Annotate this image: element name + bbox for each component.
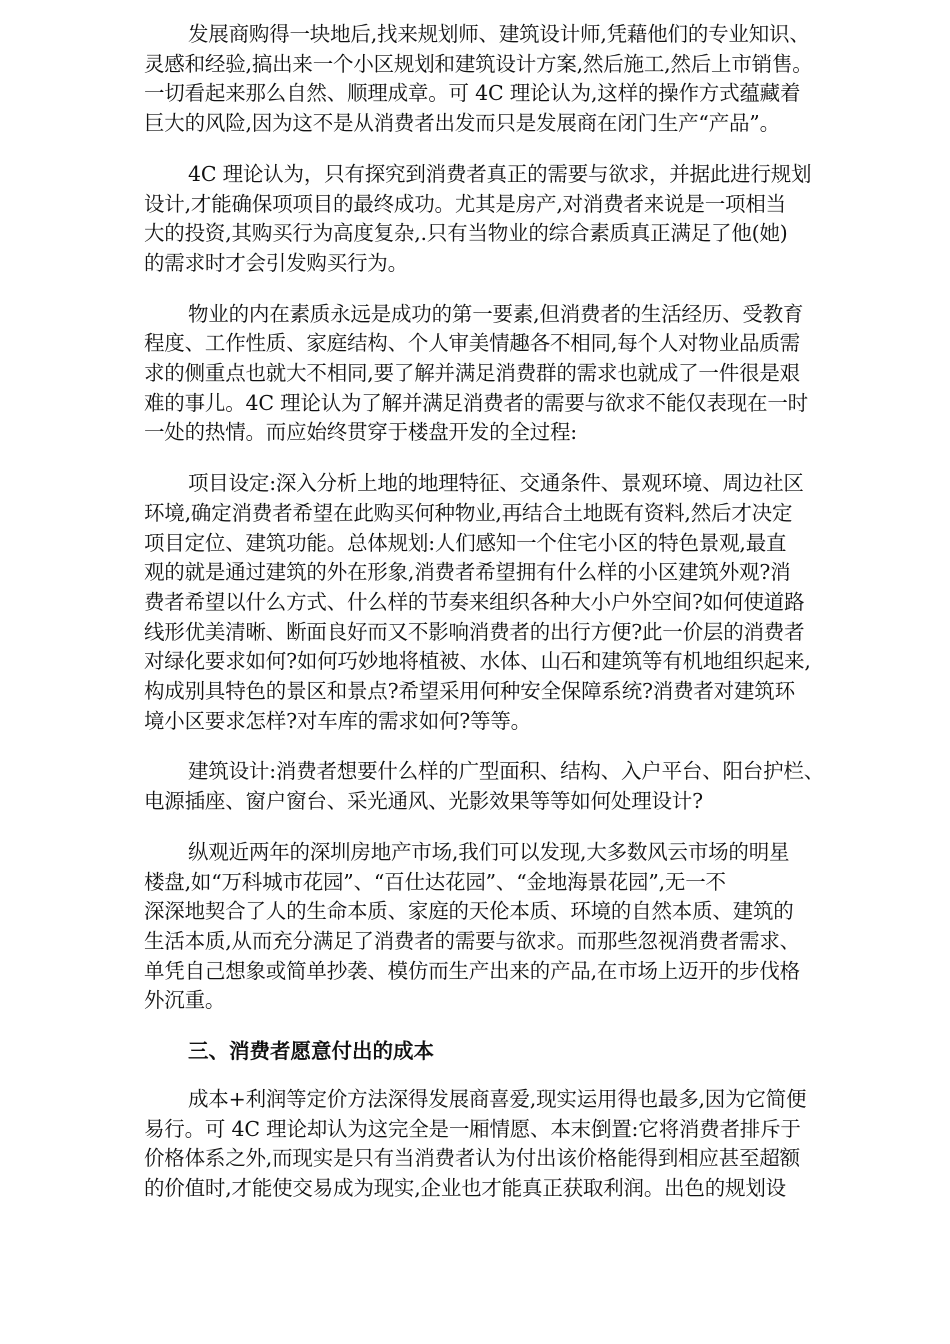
text-line: 楼盘,如“万科城市花园”、“百仕达花园”、“金地海景花园”,无一不 — [144, 869, 726, 894]
text-line: 程度、工作性质、家庭结构、个人审美情趣各不相同,每个人对物业品质需 — [144, 331, 800, 356]
text-line: 的价值时,才能使交易成为现实,企业也才能真正获取利润。出色的规划设 — [144, 1175, 786, 1200]
paragraph-property-quality — [144, 300, 889, 449]
text-line: 巨大的风险,因为这不是从消费者出发而只是发展商在闭门生产“产品”。 — [144, 111, 780, 136]
text-line: 项目定位、建筑功能。总体规划:人们感知一个住宅小区的特色景观,最直 — [144, 530, 787, 555]
text-line: 一切看起来那么自然、顺理成章。可 4C 理论认为,这样的操作方式蕴藏着 — [144, 81, 801, 106]
text-line: 对绿化要求如何?如何巧妙地将植被、水体、山石和建筑等有机地组织起来, — [144, 649, 811, 674]
text-line: 4C 理论认为，只有探究到消费者真正的需要与欲求，并据此进行规划 — [188, 161, 812, 186]
paragraph-shenzhen-market — [144, 838, 889, 1016]
text-line: 构成别具特色的景区和景点?希望采用何种安全保障系统?消费者对建筑环 — [144, 679, 795, 704]
text-line: 生活本质,从而充分满足了消费者的需要与欲求。而那些忽视消费者需求、 — [144, 928, 800, 953]
text-line: 境小区要求怎样?对车库的需求如何?等等。 — [144, 708, 531, 733]
text-line: 环境,确定消费者希望在此购买何种物业,再结合土地既有资料,然后才决定 — [144, 500, 793, 525]
paragraph-cost-pricing — [144, 1085, 889, 1204]
text-line: 外沉重。 — [144, 988, 226, 1013]
text-line: 大的投资,其购买行为高度复杂,.只有当物业的综合素质真正满足了他(她) — [144, 221, 788, 246]
paragraph-developer-process — [144, 20, 889, 139]
text-line: 易行。可 4C 理论却认为这完全是一厢情愿、本末倒置:它将消费者排斥于 — [144, 1116, 801, 1141]
text-line: 灵感和经验,搞出来一个小区规划和建筑设计方案,然后施工,然后上市销售。 — [144, 51, 813, 76]
text-line: 建筑设计:消费者想要什么样的广型面积、结构、入户平台、阳台护栏、 — [188, 759, 825, 784]
text-line: 项目设定:深入分析上地的地理特征、交通条件、景观环境、周边社区 — [188, 471, 804, 496]
text-line: 发展商购得一块地后,找来规划师、建筑设计师,凭藉他们的专业知识、 — [188, 22, 810, 46]
text-line: 费者希望以什么方式、什么样的节奏来组织各种大小户外空间?如何使道路 — [144, 589, 805, 614]
text-line: 成本+利润等定价方法深得发展商喜爱,现实运用得也最多,因为它简便 — [188, 1086, 807, 1111]
text-line: 一处的热情。而应始终贯穿于楼盘开发的全过程: — [144, 420, 578, 445]
text-line: 观的就是通过建筑的外在形象,消费者希望拥有什么样的小区建筑外观?消 — [144, 560, 791, 585]
text-line: 物业的内在素质永远是成功的第一要素,但消费者的生活经历、受教育 — [188, 301, 804, 326]
text-line: 的需求时才会引发购买行为。 — [144, 250, 408, 275]
text-line: 线形优美清晰、断面良好而又不影响消费者的出行方便?此一价层的消费者 — [144, 619, 805, 644]
text-line: 求的侧重点也就大不相同,要了解并满足消费群的需求也就成了一件很是艰 — [144, 361, 800, 386]
text-line: 深深地契合了人的生命本质、家庭的天伦本质、环境的自然本质、建筑的 — [144, 899, 794, 924]
text-line: 纵观近两年的深圳房地产市场,我们可以发现,大多数风云市场的明星 — [188, 839, 790, 864]
text-line: 设计,才能确保项项目的最终成功。尤其是房产,对消费者来说是一项相当 — [144, 191, 786, 216]
paragraph-architectural-design — [144, 757, 889, 816]
paragraph-project-setting — [144, 469, 889, 736]
text-line: 价格体系之外,而现实是只有当消费者认为付出该价格能得到相应甚至超额 — [144, 1146, 800, 1171]
paragraph-4c-needs — [144, 160, 889, 279]
document-page — [144, 20, 889, 1225]
text-line: 难的事儿。4C 理论认为了解并满足消费者的需要与欲求不能仅表现在一时 — [144, 390, 808, 415]
text-line: 单凭自己想象或简单抄袭、模仿而生产出来的产品,在市场上迈开的步伐格 — [144, 958, 800, 983]
text-line: 电源插座、窗户窗台、采光通风、光影效果等等如何处理设计? — [144, 789, 703, 814]
section-heading: 三、消费者愿意付出的成本 — [188, 1039, 434, 1064]
